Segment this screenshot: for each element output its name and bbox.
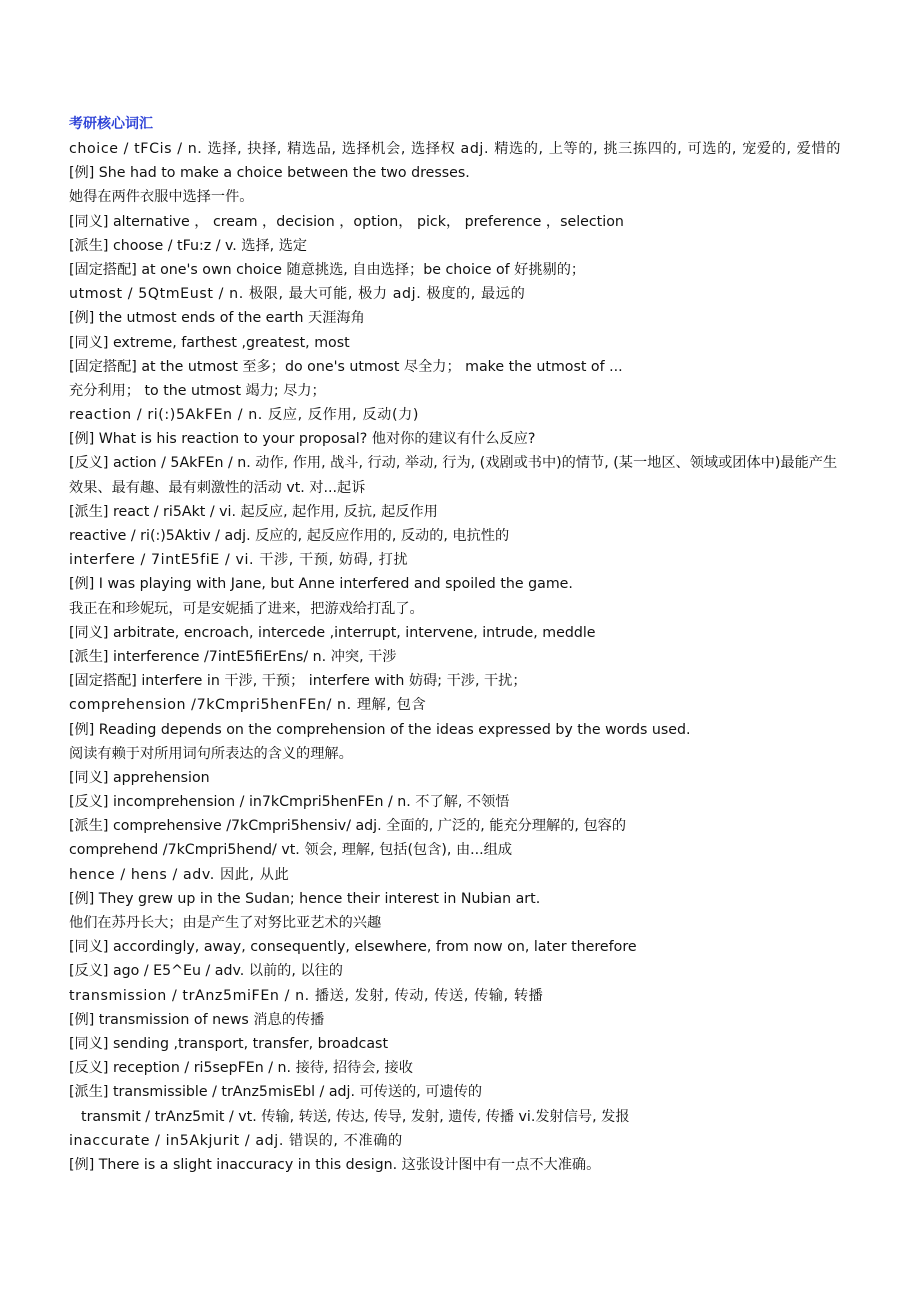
antonym-line: [反义] reception / ri5sepFEn / n. 接待, 招待会, 接收 — [69, 1060, 413, 1077]
entry-headword-line: inaccurate / in5Akjurit / adj. 错误的, 不准确的 — [69, 1132, 403, 1149]
entry-headword-line: interfere / 7intE5fiE / vi. 干涉, 干预, 妨碍, 打扰 — [69, 552, 409, 569]
derivative-continuation-line: transmit / trAnz5mit / vt. 传输, 转送, 传达, 传导, 发射, 遗传, 传播 vi.发射信号, 发报 — [81, 1108, 630, 1125]
collocation-line: [固定搭配] at the utmost 至多；do one's utmost 尽全力； make the utmost of ... — [69, 358, 623, 375]
entry-headword-line: reaction / ri(:)5AkFEn / n. 反应, 反作用, 反动(力) — [69, 407, 420, 424]
synonym-line: [同义] extreme, farthest ,greatest, most — [69, 334, 350, 351]
derivative-line: [派生] choose / tFu:z / v. 选择, 选定 — [69, 237, 308, 254]
translation-line: 他们在苏丹长大；由是产生了对努比亚艺术的兴趣 — [69, 915, 382, 931]
entry-headword-line: hence / hens / adv. 因此, 从此 — [69, 866, 290, 883]
entry-headword-line: transmission / trAnz5miFEn / n. 播送, 发射, 传动, 传送, 传输, 转播 — [69, 987, 544, 1004]
derivative-line: [派生] transmissible / trAnz5misEbl / adj. 可传送的, 可遗传的 — [69, 1084, 483, 1101]
synonym-line: [同义] apprehension — [69, 769, 210, 786]
antonym-line: [反义] incomprehension / in7kCmpri5henFEn / n. 不了解, 不领悟 — [69, 794, 510, 811]
example-line: [例] There is a slight inaccuracy in this design. 这张设计图中有一点不大准确。 — [69, 1156, 601, 1173]
example-line: [例] What is his reaction to your proposal? 他对你的建议有什么反应? — [69, 431, 536, 448]
synonym-line: [同义] alternative ， cream ，decision ，option， pick， preference ，selection — [69, 213, 624, 230]
derivative-continuation-line: reactive / ri(:)5Aktiv / adj. 反应的, 起反应作用的, 反动的, 电抗性的 — [69, 528, 510, 544]
vocabulary-text — [69, 137, 909, 1177]
synonym-line: [同义] arbitrate, encroach, intercede ,interrupt, intervene, intrude, meddle — [69, 624, 596, 641]
example-line: [例] transmission of news 消息的传播 — [69, 1011, 325, 1028]
synonym-line: [同义] sending ,transport, transfer, broadcast — [69, 1035, 389, 1052]
translation-line: 她得在两件衣服中选择一件。 — [69, 189, 254, 206]
example-line: [例] the utmost ends of the earth 天涯海角 — [69, 310, 365, 327]
antonym-line: [反义] action / 5AkFEn / n. 动作, 作用, 战斗, 行动, 举动, 行为, (戏剧或书中)的情节, (某一地区、领域或团体中)最能产生 — [69, 455, 838, 472]
entry-headword-line: utmost / 5QtmEust / n. 极限, 最大可能, 极力 adj. 极度的, 最远的 — [69, 286, 526, 303]
example-line: [例] Reading depends on the comprehension of the ideas expressed by the words used. — [69, 721, 691, 738]
collocation-continuation-line: 充分利用； to the utmost 竭力; 尽力； — [69, 382, 326, 399]
antonym-line: [反义] ago / E5^Eu / adv. 以前的, 以往的 — [69, 963, 343, 980]
derivative-continuation-line: comprehend /7kCmpri5hend/ vt. 领会, 理解, 包括(包含), 由...组成 — [69, 842, 513, 859]
synonym-line: [同义] accordingly, away, consequently, elsewhere, from now on, later therefore — [69, 939, 637, 956]
derivative-line: [派生] react / ri5Akt / vi. 起反应, 起作用, 反抗, 起反作用 — [69, 503, 438, 520]
translation-line: 阅读有赖于对所用词句所表达的含义的理解。 — [69, 745, 353, 762]
translation-line: 我正在和珍妮玩，可是安妮插了进来，把游戏给打乱了。 — [69, 600, 424, 617]
page-title: 考研核心词汇 — [69, 116, 153, 132]
entry-headword-line: choice / tFCis / n. 选择, 抉择, 精选品, 选择机会, 选择权 adj. 精选的, 上等的, 挑三拣四的, 可选的, 宠爱的, 爱惜的 — [69, 141, 842, 157]
derivative-line: [派生] comprehensive /7kCmpri5hensiv/ adj. 全面的, 广泛的, 能充分理解的, 包容的 — [69, 818, 627, 835]
collocation-line: [固定搭配] interfere in 干涉, 干预； interfere with 妨碍; 干涉, 干扰； — [69, 673, 527, 690]
example-line: [例] I was playing with Jane, but Anne interfered and spoiled the game. — [69, 576, 573, 593]
antonym-continuation-line: 效果、最有趣、最有刺激性的活动 vt. 对...起诉 — [69, 479, 366, 496]
entry-headword-line: comprehension /7kCmpri5henFEn/ n. 理解, 包含 — [69, 697, 427, 714]
example-line: [例] They grew up in the Sudan; hence their interest in Nubian art. — [69, 890, 541, 907]
example-line: [例] She had to make a choice between the two dresses. — [69, 165, 470, 182]
derivative-line: [派生] interference /7intE5fiErEns/ n. 冲突, 干涉 — [69, 648, 397, 665]
collocation-line: [固定搭配] at one's own choice 随意挑选, 自由选择；be choice of 好挑剔的； — [69, 261, 586, 278]
